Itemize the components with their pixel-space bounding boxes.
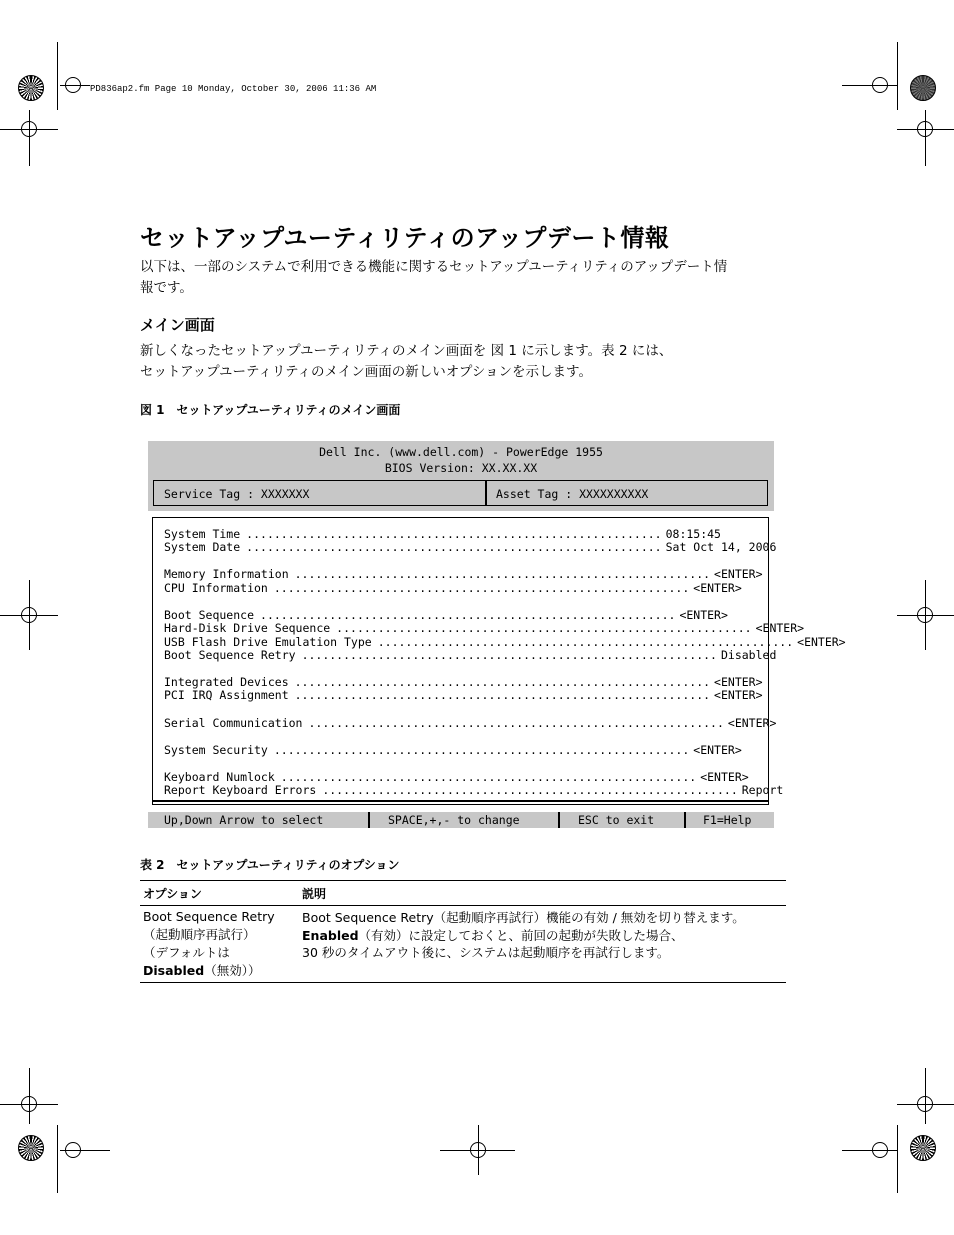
bios-row-system-date[interactable]: System Date ............................................................ Sat Oct 14, 2006: [164, 540, 777, 554]
registration-star-icon: [910, 75, 936, 101]
section-text-line-1: 新しくなったセットアップユーティリティのメイン画面を 図 1 に示します。表 2 には、: [140, 343, 673, 359]
hint-exit: ESC to exit: [578, 813, 655, 827]
section-title: メイン画面: [140, 316, 215, 334]
figure-caption: 図 1 セットアップユーティリティのメイン画面: [140, 403, 401, 417]
bios-row-boot-sequence[interactable]: Boot Sequence ............................................................ <ENTER>: [164, 608, 728, 622]
bios-row-pci-irq[interactable]: PCI IRQ Assignment ............................................................ <ENTER>: [164, 688, 763, 702]
section-text-line-2: セットアップユーティリティのメイン画面の新しいオプションを示します。: [140, 364, 592, 380]
page-title: セットアップユーティリティのアップデート情報: [140, 224, 670, 252]
print-header: PD836ap2.fm Page 10 Monday, October 30, 2006 11:36 AM: [90, 84, 377, 94]
description-line-1: Boot Sequence Retry（起動順序再試行）機能の有効 / 無効を切り替えます。: [302, 910, 745, 925]
option-name-line-4: Disabled（無効））: [143, 963, 261, 978]
bios-row-system-security[interactable]: System Security ............................................................ <ENTER>: [164, 743, 742, 757]
description-line-2: Enabled（有効）に設定しておくと、前回の起動が失敗した場合、: [302, 928, 684, 943]
bios-title: Dell Inc. (www.dell.com) - PowerEdge 1955: [319, 445, 603, 459]
bios-row-integrated-devices[interactable]: Integrated Devices ............................................................ <ENTER>: [164, 675, 763, 689]
option-name-line-1: Boot Sequence Retry: [143, 909, 275, 924]
description-line-3: 30 秒のタイムアウト後に、システムは起動順序を再試行します。: [302, 945, 670, 960]
table-caption: 表 2 セットアップユーティリティのオプション: [140, 858, 400, 872]
hint-change: SPACE,+,- to change: [388, 813, 520, 827]
bios-row-keyboard-numlock[interactable]: Keyboard Numlock ............................................................ <ENTER>: [164, 770, 749, 784]
bios-row-cpu-information[interactable]: CPU Information ............................................................ <ENTER>: [164, 581, 742, 595]
service-tag: Service Tag : XXXXXXX: [164, 487, 310, 501]
bios-row-serial-communication[interactable]: Serial Communication ............................................................ <ENTER>: [164, 716, 777, 730]
intro-line-2: 報です。: [140, 280, 193, 296]
registration-star-icon: [18, 75, 44, 101]
bios-row-system-time[interactable]: System Time ............................................................ 08:15:45: [164, 527, 721, 541]
hint-navigate: Up,Down Arrow to select: [164, 813, 324, 827]
bios-row-memory-information[interactable]: Memory Information ............................................................ <ENTER>: [164, 567, 763, 581]
bios-row-usb-emulation[interactable]: USB Flash Drive Emulation Type ............................................................ <ENTER>: [164, 635, 846, 649]
registration-star-icon: [18, 1135, 44, 1161]
option-name-line-2: （起動順序再試行）: [143, 927, 256, 942]
table-header-description: 説明: [302, 887, 327, 901]
hint-help: F1=Help: [703, 813, 752, 827]
bios-row-boot-sequence-retry[interactable]: Boot Sequence Retry ............................................................ Disabled: [164, 648, 777, 662]
registration-star-icon: [910, 1135, 936, 1161]
bios-row-hdd-sequence[interactable]: Hard-Disk Drive Sequence ............................................................ <ENTER>: [164, 621, 805, 635]
bios-row-report-keyboard-errors[interactable]: Report Keyboard Errors ............................................................ Report: [164, 783, 784, 797]
option-name-line-3: （デフォルトは: [143, 945, 230, 960]
bios-version: BIOS Version: XX.XX.XX: [384, 461, 538, 475]
table-header-option: オプション: [143, 887, 202, 901]
intro-line-1: 以下は、一部のシステムで利用できる機能に関するセットアップユーティリティのアップデート情: [140, 259, 728, 275]
asset-tag: Asset Tag : XXXXXXXXXX: [496, 487, 649, 501]
